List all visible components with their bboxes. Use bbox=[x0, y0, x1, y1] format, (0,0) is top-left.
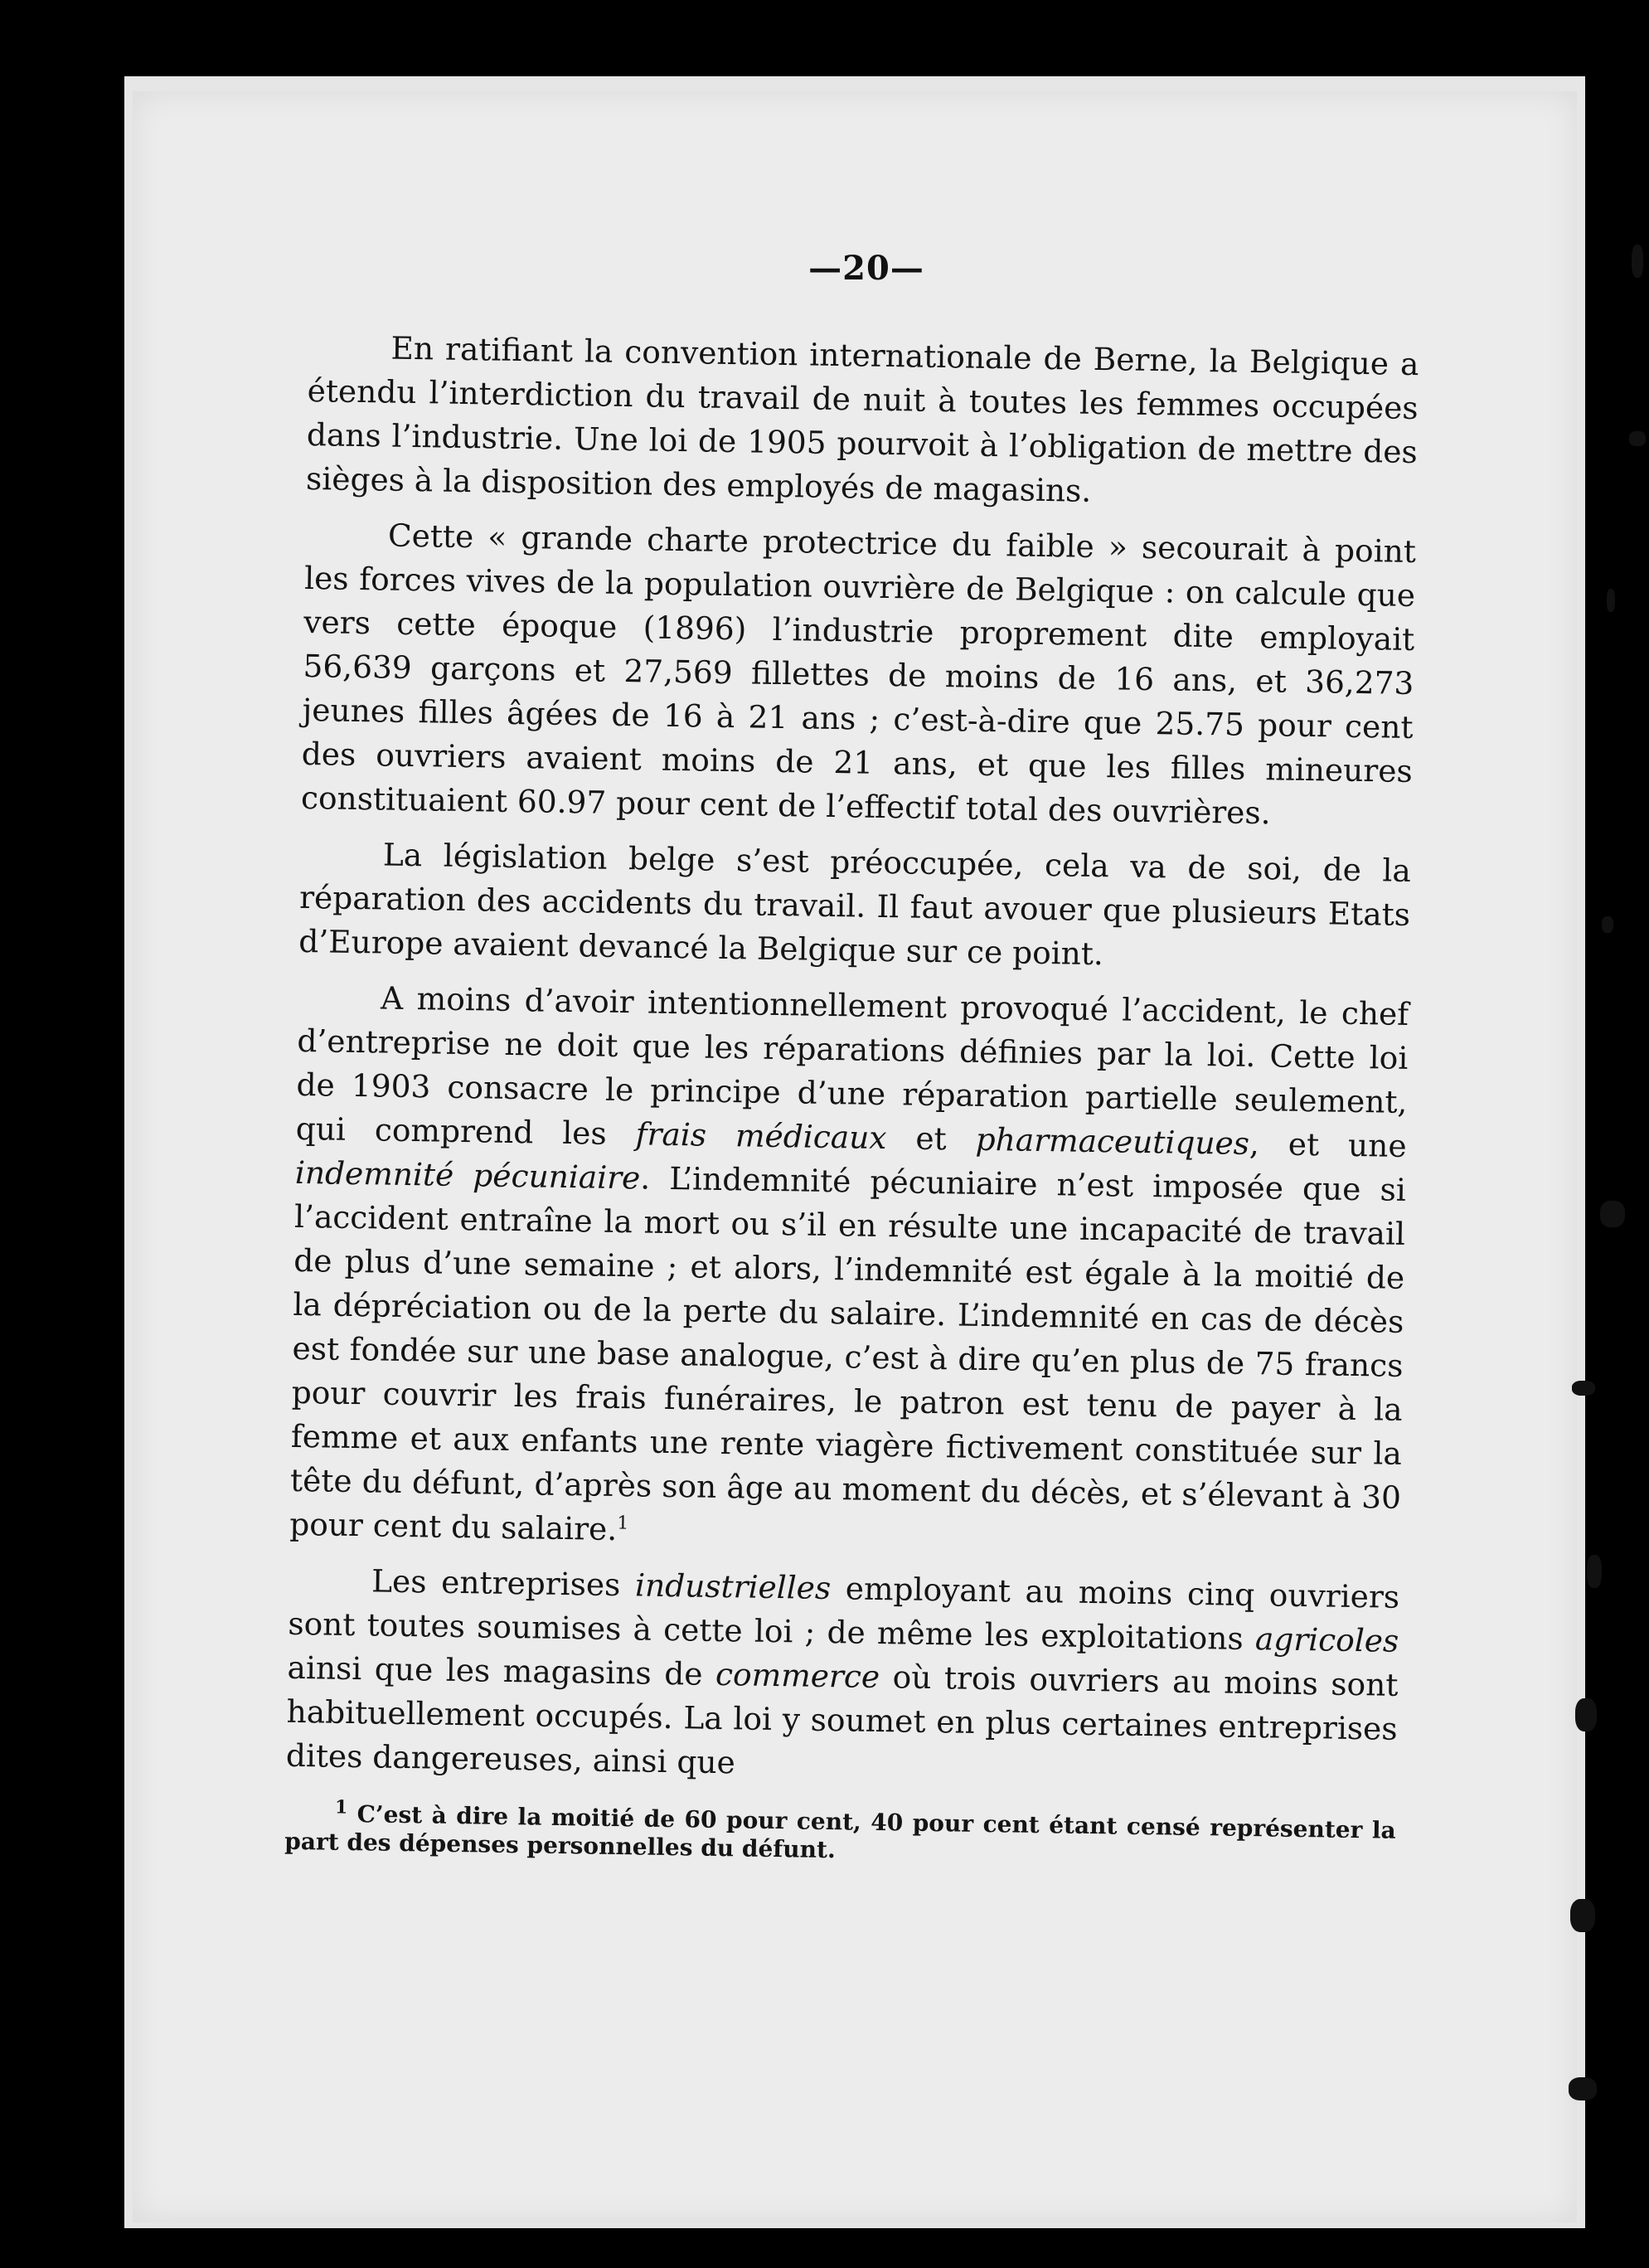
paragraph bbox=[289, 975, 1409, 1564]
text-segment: et bbox=[886, 1119, 977, 1158]
text-segment: Cette « grande charte protectrice du faible » secourait à point les forces vives de la population ouvrière de Belgique : on calcule que vers cette époque (1896) l’industrie proprement dite employait 56,639 garçons et 27,569 fillettes de moins de 16 ans, et 36,273 jeunes filles âgées de 16 à 21 ans ; c’est-à-dire que 25.75 pour cent des ouvriers avaient moins de 21 ans, et que les filles mineures constituaient 60.97 pour cent de l’effectif total des ouvrières. bbox=[300, 517, 1417, 832]
italic-segment: frais médicaux bbox=[635, 1115, 887, 1157]
page-number: —20— bbox=[808, 249, 924, 288]
paragraph bbox=[298, 832, 1411, 981]
text-segment: . L’indemnité pécuniaire n’est imposée que si l’accident entraîne la mort ou s’il en résulte une incapacité de travail de plus d’une semaine ; et alors, l’indemnité est égale à la moitié de la dépréciation ou de la perte du salaire. L’indemnité en cas de décès est fondée sur une base analogue, c’est à dire qu’en plus de 75 francs pour couvrir les frais funéraires, le patron est tenu de payer à la femme et aux enfants une rente viagère fictivement constituée sur la tête du défunt, d’après son âge au moment du décès, et s’élevant à 30 pour cent du salaire. bbox=[289, 1159, 1407, 1548]
paragraph bbox=[285, 1558, 1399, 1795]
italic-segment: industrielles bbox=[634, 1566, 832, 1607]
footnote-reference: 1 bbox=[617, 1513, 629, 1534]
text-segment: A moins d’avoir intentionnellement provoqué l’accident, le chef d’entreprise ne doit que les réparations définies par la loi. Cette loi de 1903 consacre le principe d’une réparation partielle seulement, qui comprend les bbox=[295, 979, 1409, 1153]
text-segment: En ratifiant la convention internationale de Berne, la Belgique a étendu l’interdiction du travail de nuit à toutes les femmes occupées dans l’industrie. Une loi de 1905 pourvoit à l’obligation de mettre des sièges à la disposition des employés de magasins. bbox=[305, 329, 1419, 509]
text-segment: où trois ouvriers au moins sont habituellement occupés. La loi y soumet en plus certaines entreprises dites dangereuses, ainsi que bbox=[285, 1659, 1399, 1781]
footnote-text: C’est à dire la moitié de 60 pour cent, 40 pour cent étant censé représenter la part des dépenses personnelles du défunt. bbox=[284, 1799, 1396, 1864]
scan-speck bbox=[1600, 1201, 1625, 1227]
scan-speck bbox=[1607, 589, 1615, 612]
italic-segment: commerce bbox=[715, 1655, 880, 1696]
italic-segment: agricoles bbox=[1254, 1620, 1399, 1659]
scan-speck bbox=[1629, 431, 1646, 446]
scan-speck bbox=[1587, 1555, 1602, 1588]
scan-speck bbox=[1632, 245, 1643, 278]
scan-speck bbox=[1570, 1899, 1595, 1932]
text-segment: employant au moins cinq ouvriers sont toutes soumises à cette loi ; de même les exploitations bbox=[288, 1570, 1400, 1658]
scan-speck bbox=[1602, 916, 1613, 933]
italic-segment: indemnité pécuniaire bbox=[294, 1153, 641, 1197]
text-segment: La législation belge s’est préoccupée, cela va de soi, de la réparation des accidents du travail. Il faut avouer que plusieurs Etats d’Europe avaient devancé la Belgique sur ce point. bbox=[298, 836, 1412, 973]
scan-speck bbox=[1572, 1381, 1595, 1396]
body-text bbox=[284, 325, 1419, 1873]
text-segment: Les entreprises bbox=[371, 1562, 636, 1604]
text-segment: ainsi que les magasins de bbox=[287, 1649, 716, 1693]
text-segment: , et une bbox=[1249, 1124, 1407, 1164]
italic-segment: pharmaceutiques bbox=[975, 1120, 1250, 1162]
paragraph bbox=[301, 512, 1417, 838]
paragraph bbox=[306, 325, 1419, 518]
scan-speck bbox=[1569, 2077, 1597, 2100]
footnote-marker: 1 bbox=[334, 1796, 348, 1819]
scan-speck bbox=[1575, 1698, 1597, 1731]
